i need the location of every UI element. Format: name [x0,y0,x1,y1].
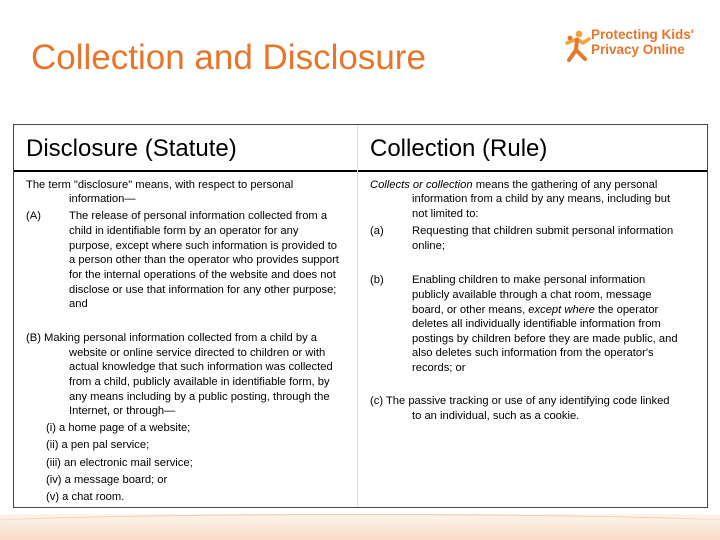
right-line-b-6: also deletes such information from the operator's [412,347,654,359]
left-line-a-6: disclose or use that information for any other purpose; [69,284,337,296]
slide-title: Collection and Disclosure [31,38,426,77]
left-line-b-1: (B) Making personal information collected from a child by a [26,332,318,344]
left-item-iv: (iv) a message board; or [46,474,168,486]
table-header-row [14,125,707,172]
right-line-c-2: to an individual, such as a cookie. [412,410,580,422]
logo-line-2: Privacy Online [591,42,685,57]
left-line-b-5: any means including by a public posting, through the [69,391,330,403]
right-line-b-1: Enabling children to make personal information [412,274,646,286]
right-b3-lead: board, or other means, [412,304,529,316]
left-line-a-1: The release of personal information collected from a [69,210,328,222]
left-marker-a: (A) [26,210,41,222]
left-item-ii: (ii) a pen pal service; [46,439,150,451]
right-line-intro-2: information from a child by any means, including but [412,193,671,205]
logo [563,27,718,71]
footer-decoration [0,514,720,540]
left-item-i: (i) a home page of a website; [46,422,191,434]
left-line-a-4: a person other than the operator who provides support [69,254,339,266]
logo-text [591,27,694,57]
left-item-iii: (iii) an electronic mail service; [46,457,193,469]
left-line-intro-1: The term "disclosure" means, with respect to personal [26,179,294,191]
running-figures-icon [563,29,591,63]
right-line-a-1: Requesting that children submit personal information [412,225,674,237]
right-line-intro-3: not limited to: [412,208,479,220]
left-line-b-3: actual knowledge that such information was collected [69,361,333,373]
left-line-a-7: and [69,298,88,310]
left-line-a-3: purpose, except where such information is provided to [69,240,338,252]
right-line-b-4: deletes all individually identifiable information from [412,318,661,330]
right-b3-emphasis: except where [528,304,595,316]
comparison-table [13,124,708,508]
left-line-b-2: website or online service directed to children or with [69,347,326,359]
left-line-b-4: from a child, publicly available in identifiable form, by [69,376,330,388]
right-line-b-5: postings by children before they are made public, and [412,333,678,345]
right-line-a-2: online; [412,240,445,252]
left-line-intro-2: information— [69,193,136,205]
right-defined-term: Collects or collection [370,179,473,191]
left-item-v: (v) a chat room. [46,491,125,503]
right-line-b-2: publicly available through a chat room, message [412,289,652,301]
left-line-a-5: for the internal operations of the website and does not [69,269,336,281]
right-line-b-7: records; or [412,362,466,374]
right-column-header: Collection (Rule) [370,135,548,162]
right-b3-rest: the operator [594,304,659,316]
logo-line-1: Protecting Kids' [591,27,694,42]
right-line-intro-1 [370,178,657,193]
right-marker-b: (b) [370,274,384,286]
left-column-header: Disclosure (Statute) [26,135,237,162]
column-divider [357,125,358,507]
left-line-b-6: Internet, or through— [69,405,176,417]
right-line-b-3 [412,303,658,318]
left-line-a-2: child in identifiable form by an operator for any [69,225,299,237]
right-intro-rest: means the gathering of any personal [472,179,658,191]
right-line-c-1: (c) The passive tracking or use of any identifying code linked [370,395,670,407]
right-marker-a: (a) [370,225,384,237]
